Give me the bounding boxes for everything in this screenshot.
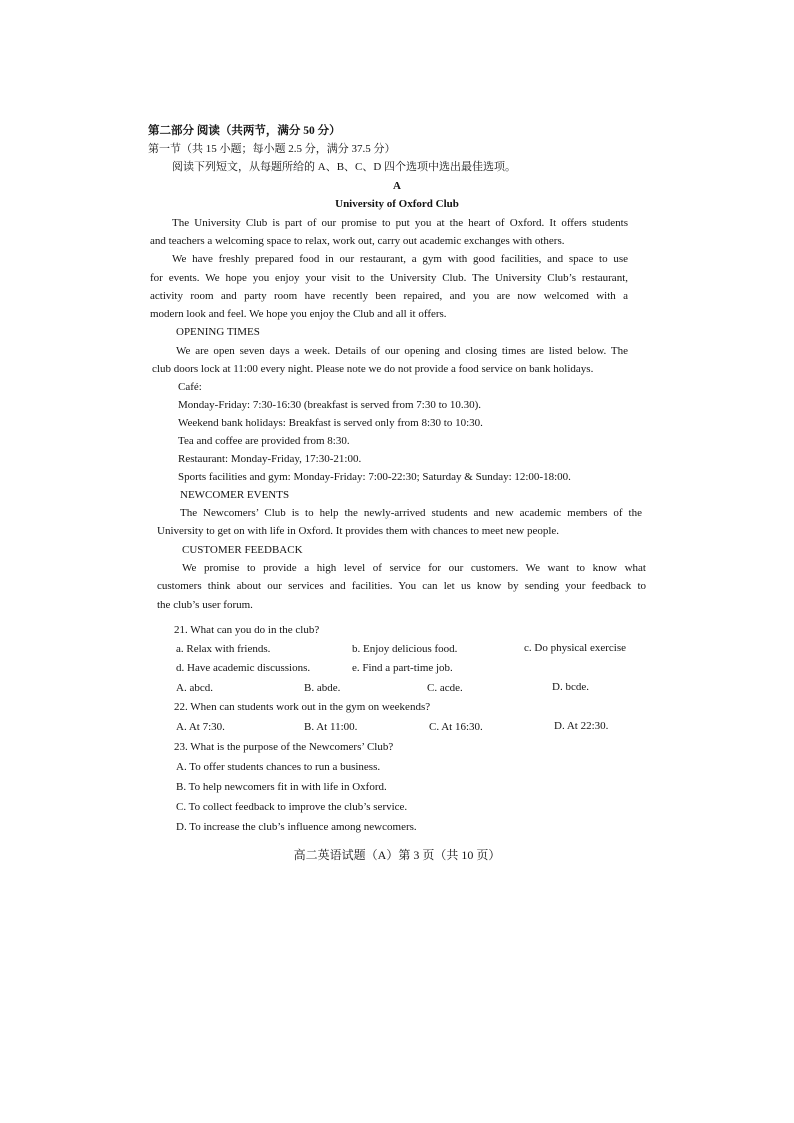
times-item: Sports facilities and gym: Monday-Friday: 7:00-22:30; Saturday & Sunday: 12:00-18:00.	[178, 471, 571, 483]
question-21-option-c[interactable]: C. acde.	[427, 682, 463, 694]
question-21-option-d[interactable]: D. bcde.	[552, 681, 589, 693]
times-item: Monday-Friday: 7:30-16:30 (breakfast is served from 7:30 to 10.30).	[178, 399, 482, 411]
customer-feedback-line: customers think about our services and facilities. You can let us know by sending your feedback to	[157, 580, 646, 592]
times-item: Tea and coffee are provided from 8:30.	[178, 435, 350, 447]
customer-feedback-heading: CUSTOMER FEEDBACK	[182, 544, 303, 556]
times-item: Restaurant: Monday-Friday, 17:30-21:00.	[178, 453, 362, 465]
question-21-item-d: d. Have academic discussions.	[176, 662, 311, 674]
paragraph-1-line: and teachers a welcoming space to relax, work out, carry out academic exchanges with others.	[150, 235, 565, 247]
question-21-item-a: a. Relax with friends.	[176, 643, 271, 655]
times-item: Weekend bank holidays: Breakfast is served only from 8:30 to 10:30.	[178, 417, 483, 429]
times-item: Café:	[178, 381, 202, 393]
paragraph-2-line: for events. We hope you enjoy your visit to the University Club. The University Club’s restaurant,	[150, 272, 628, 284]
paragraph-2-line: We have freshly prepared food in our restaurant, a gym with good facilities, and space to use	[172, 253, 628, 265]
page-footer: 高二英语试题（A）第 3 页（共 10 页）	[293, 848, 501, 862]
opening-times-line: We are open seven days a week. Details of our opening and closing times are listed below. The	[176, 345, 628, 357]
newcomer-events-line: The Newcomers’ Club is to help the newly-arrived students and new academic members of the	[180, 507, 642, 519]
question-22-option-a[interactable]: A. At 7:30.	[176, 721, 225, 733]
paragraph-1-line: The University Club is part of our promise to put you at the heart of Oxford. It offers students	[172, 217, 628, 229]
question-22-stem: 22. When can students work out in the gym on weekends?	[174, 701, 431, 713]
question-23-option-d[interactable]: D. To increase the club’s influence among newcomers.	[176, 821, 417, 833]
question-21-option-b[interactable]: B. abde.	[304, 682, 341, 694]
question-23-option-c[interactable]: C. To collect feedback to improve the club’s service.	[176, 801, 408, 813]
question-22-option-b[interactable]: B. At 11:00.	[304, 721, 358, 733]
customer-feedback-line: We promise to provide a high level of service for our customers. We want to know what	[182, 562, 646, 574]
opening-times-heading: OPENING TIMES	[176, 326, 260, 338]
question-21-item-c: c. Do physical exercise	[524, 642, 627, 654]
opening-times-line: club doors lock at 11:00 every night. Please note we do not provide a food service on bank holidays.	[152, 363, 594, 375]
section-heading: 第一节（共 15 小题；每小题 2.5 分，满分 37.5 分）	[148, 143, 396, 155]
question-23-option-b[interactable]: B. To help newcomers fit in with life in Oxford.	[176, 781, 387, 793]
paragraph-2-line: modern look and feel. We hope you enjoy the Club and all it offers.	[150, 308, 447, 320]
question-23-option-a[interactable]: A. To offer students chances to run a business.	[176, 761, 381, 773]
part-heading: 第二部分 阅读（共两节，满分 50 分）	[148, 125, 341, 137]
passage-title: University of Oxford Club	[335, 198, 459, 210]
newcomer-events-heading: NEWCOMER EVENTS	[180, 489, 290, 501]
newcomer-events-line: University to get on with life in Oxford. It provides them with chances to meet new people.	[157, 525, 560, 537]
customer-feedback-line: the club’s user forum.	[157, 599, 253, 611]
question-21-item-e: e. Find a part-time job.	[352, 662, 453, 674]
question-21-item-b: b. Enjoy delicious food.	[352, 643, 458, 655]
question-22-option-c[interactable]: C. At 16:30.	[429, 721, 483, 733]
paragraph-2-line: activity room and party room have recently been repaired, and you are now welcomed with a	[150, 290, 628, 302]
question-22-option-d[interactable]: D. At 22:30.	[554, 720, 609, 732]
question-21-option-a[interactable]: A. abcd.	[176, 682, 213, 694]
passage-letter: A	[393, 180, 401, 192]
instruction-text: 阅读下列短文，从每题所给的 A、B、C、D 四个选项中选出最佳选项。	[172, 161, 517, 173]
question-21-stem: 21. What can you do in the club?	[174, 624, 320, 636]
question-23-stem: 23. What is the purpose of the Newcomers’ Club?	[174, 741, 394, 753]
